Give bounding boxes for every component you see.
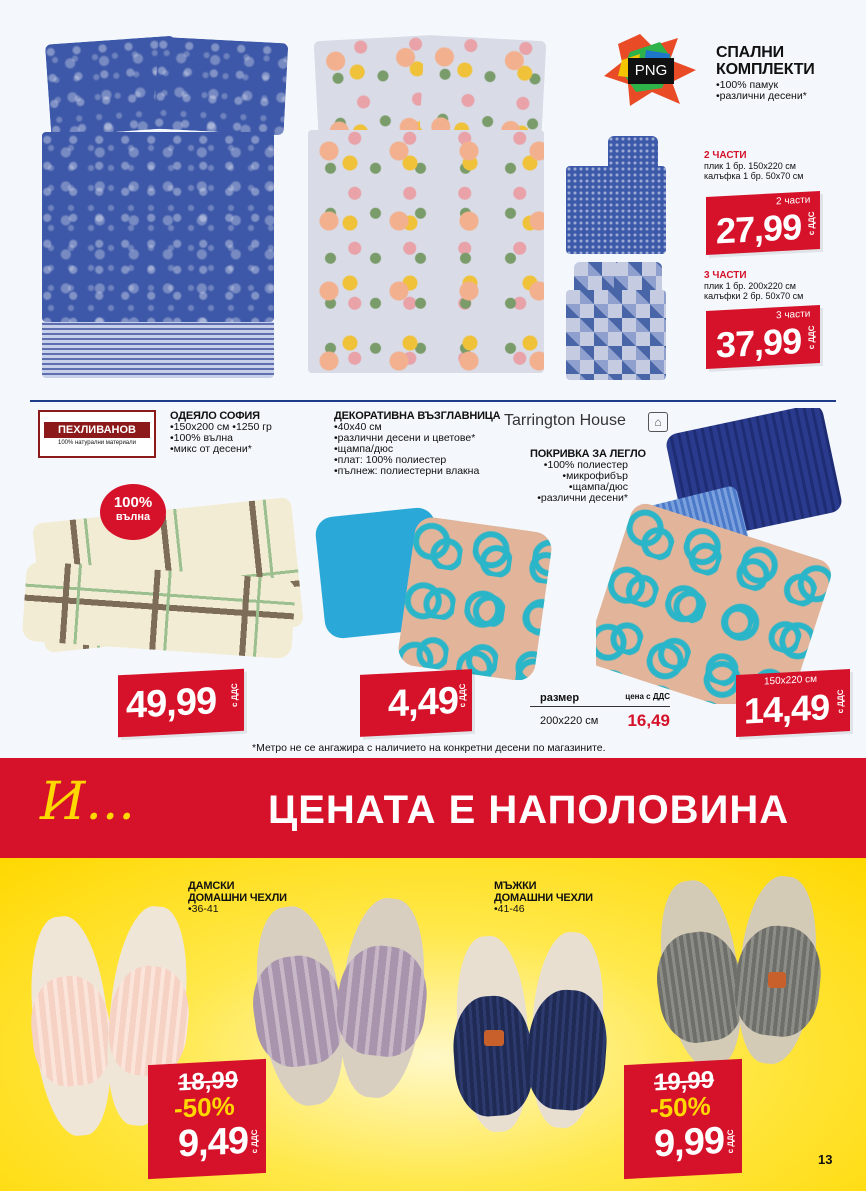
women-old-price: 18,99: [178, 1066, 239, 1097]
bedspread-image: [596, 408, 852, 704]
bedspread-line3: •щампа/дюс: [568, 481, 628, 493]
banner-script: И...: [40, 772, 135, 832]
pillow-line4: •плат: 100% полиестер: [334, 454, 447, 466]
navy-slippers-image: [450, 930, 610, 1140]
bedding-features: [716, 80, 807, 102]
section-divider: [30, 400, 836, 402]
men-slippers-info: [494, 880, 593, 915]
set3-tag-top: 3 части: [776, 308, 811, 322]
blanket-title: ОДЕЯЛО СОФИЯ: [170, 410, 260, 422]
women-slippers-sizes: •36-41: [188, 903, 219, 915]
set3-info: [704, 270, 803, 301]
set3-vat: с ДДС: [807, 325, 816, 350]
pillow-title: ДЕКОРАТИВНА ВЪЗГЛАВНИЦА: [334, 410, 501, 422]
bedding-title: [716, 44, 815, 78]
house-icon: ⌂: [648, 412, 668, 432]
set2-info: [704, 150, 803, 181]
pillow-line1: •40х40 см: [334, 421, 382, 433]
png-logo-text: PNG: [634, 62, 668, 79]
pillow-line2: •различни десени и цветове*: [334, 432, 476, 444]
blanket-info: [170, 410, 272, 455]
bedspread-vat: с ДДС: [836, 689, 845, 714]
men-slippers-title-line2: ДОМАШНИ ЧЕХЛИ: [494, 892, 593, 904]
bedspread-price: 14,49: [744, 686, 830, 732]
set2-vat: с ДДС: [807, 211, 816, 236]
pillow-line5: •пълнеж: полиестерни влакна: [334, 465, 480, 477]
men-slippers-sizes: •41-46: [494, 903, 525, 915]
bedspread-tag-top: 150х220 см: [764, 673, 818, 688]
bedding-feature-cotton: •100% памук: [716, 79, 779, 91]
blanket-line2: •100% вълна: [170, 432, 234, 444]
men-discount: -50%: [650, 1090, 711, 1124]
set3-price: 37,99: [716, 320, 802, 366]
set2-line1: плик 1 бр. 150х220 см: [704, 161, 796, 171]
men-slippers-title-line1: МЪЖКИ: [494, 880, 537, 892]
women-slippers-title-line2: ДОМАШНИ ЧЕХЛИ: [188, 892, 287, 904]
disclaimer: *Метро не се ангажира с наличието на конкретни десени по магазините.: [252, 742, 606, 754]
set3-label: 3 ЧАСТИ: [704, 270, 747, 281]
wool-badge-line1: 100%: [113, 494, 153, 511]
price-column-header: цена с ДДС: [625, 692, 670, 701]
men-vat: с ДДС: [726, 1129, 735, 1154]
floral-bedding-image: [296, 32, 556, 377]
bedspread-title: ПОКРИВКА ЗА ЛЕГЛО: [530, 448, 646, 460]
set3-line2: калъфки 2 бр. 50х70 см: [704, 291, 804, 301]
bedspread-line1: •100% полиестер: [543, 459, 628, 471]
pehlivanov-logo-sub: 100% натурални материали: [57, 440, 136, 446]
size-column-header: размер: [540, 692, 580, 704]
pehlivanov-logo: [38, 410, 156, 458]
set2-price-tag: [706, 191, 820, 255]
png-logo: [600, 32, 700, 108]
wool-badge-line2: вълна: [115, 511, 151, 523]
bedspread-size-table: [530, 692, 670, 731]
women-slippers-price-tag: [148, 1059, 266, 1179]
pillow-price-tag: [360, 669, 472, 737]
men-price: 9,99: [654, 1119, 724, 1166]
two-piece-set-image: [562, 132, 670, 262]
set2-tag-top: 2 части: [776, 194, 811, 208]
bedding-feature-patterns: •различни десени*: [716, 90, 807, 102]
decorative-pillows-image: [306, 500, 556, 680]
blanket-price-tag: [118, 669, 244, 738]
blanket-line3: •микс от десени*: [170, 443, 252, 455]
set2-price: 27,99: [716, 206, 802, 252]
grey-slippers-image: [648, 876, 828, 1076]
set2-line2: калъфка 1 бр. 50х70 см: [704, 171, 804, 181]
bedspread-line2: •микрофибър: [562, 470, 628, 482]
page-number: 13: [818, 1152, 833, 1167]
men-old-price: 19,99: [654, 1066, 715, 1097]
bedspread-line4: •различни десени*: [537, 492, 628, 504]
price-200x220: 16,49: [627, 711, 670, 730]
pehlivanov-logo-text: ПЕХЛИВАНОВ: [44, 422, 150, 438]
size-200x220: 200х220 см: [540, 715, 599, 727]
half-price-banner: [0, 758, 866, 858]
pillow-info: [334, 410, 500, 477]
set3-price-tag: [706, 305, 820, 369]
blanket-line1: •150х200 см •1250 гр: [170, 421, 272, 433]
bedding-title-line1: СПАЛНИ: [716, 44, 784, 61]
women-price: 9,49: [178, 1119, 248, 1166]
pillow-price: 4,49: [388, 679, 458, 726]
blanket-vat: с ДДС: [230, 682, 239, 708]
set2-label: 2 ЧАСТИ: [704, 150, 747, 161]
pillow-vat: с ДДС: [458, 683, 467, 708]
blue-bedding-image: [28, 32, 288, 382]
banner-headline: ЦЕНАТА Е НАПОЛОВИНА: [268, 788, 790, 832]
pillow-line3: •щампа/дюс: [334, 443, 394, 455]
women-vat: с ДДС: [250, 1129, 259, 1154]
wool-badge: [100, 484, 166, 540]
women-slippers-title-line1: ДАМСКИ: [188, 880, 235, 892]
bedspread-price-tag: [736, 669, 850, 737]
set3-line1: плик 1 бр. 200х220 см: [704, 281, 796, 291]
tarrington-logo-text: Tarrington House: [504, 412, 626, 429]
bedding-title-line2: КОМПЛЕКТИ: [716, 61, 815, 78]
three-piece-set-image: [562, 258, 670, 386]
women-discount: -50%: [174, 1090, 235, 1124]
men-slippers-price-tag: [624, 1059, 742, 1179]
blanket-price: 49,99: [126, 680, 217, 727]
